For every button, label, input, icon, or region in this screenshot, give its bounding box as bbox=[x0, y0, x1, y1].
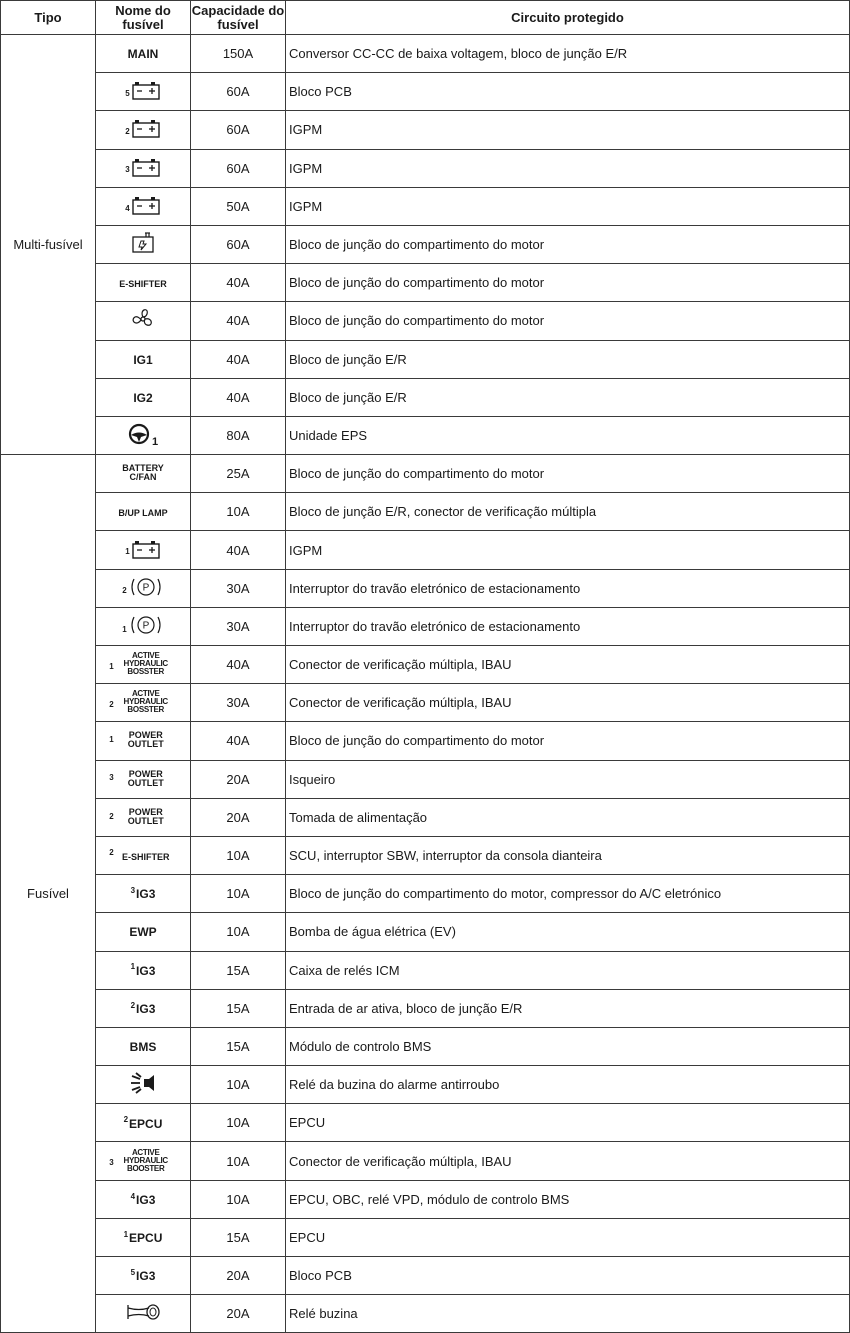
fuse-capacity: 30A bbox=[191, 569, 286, 607]
fuse-capacity: 60A bbox=[191, 225, 286, 263]
protected-circuit: Bloco de junção do compartimento do motor bbox=[286, 302, 850, 340]
fuse-capacity: 60A bbox=[191, 149, 286, 187]
fuse-name-cell bbox=[96, 1104, 191, 1142]
header-row bbox=[1, 1, 850, 35]
header-tipo: Tipo bbox=[1, 1, 96, 35]
protected-circuit: Bloco de junção E/R, conector de verificação múltipla bbox=[286, 493, 850, 531]
fuse-name-label: IG3 bbox=[136, 1269, 156, 1284]
fuse-name-cell bbox=[96, 722, 191, 760]
table-row bbox=[1, 607, 850, 645]
parking-brake-icon bbox=[128, 613, 164, 637]
fuse-capacity: 10A bbox=[191, 1142, 286, 1180]
fuse-capacity: 10A bbox=[191, 875, 286, 913]
table-row bbox=[1, 416, 850, 454]
protected-circuit: Conector de verificação múltipla, IBAU bbox=[286, 1142, 850, 1180]
fuse-capacity: 80A bbox=[191, 416, 286, 454]
protected-circuit: Bloco de junção do compartimento do motor bbox=[286, 455, 850, 493]
protected-circuit: IGPM bbox=[286, 149, 850, 187]
fuse-capacity: 50A bbox=[191, 187, 286, 225]
table-row bbox=[1, 1142, 850, 1180]
fuse-index: 1 bbox=[109, 735, 114, 745]
table-row bbox=[1, 531, 850, 569]
fuse-name-label: B/UP LAMP bbox=[118, 508, 168, 519]
protected-circuit: Conector de verificação múltipla, IBAU bbox=[286, 646, 850, 684]
table-row bbox=[1, 1104, 850, 1142]
fuse-capacity: 60A bbox=[191, 73, 286, 111]
protected-circuit: Bloco de junção do compartimento do motor, compressor do A/C eletrónico bbox=[286, 875, 850, 913]
fuse-capacity: 20A bbox=[191, 1295, 286, 1333]
table-row bbox=[1, 1027, 850, 1065]
fuse-index: 2 bbox=[122, 586, 127, 596]
protected-circuit: Bomba de água elétrica (EV) bbox=[286, 913, 850, 951]
fuse-index: 1 bbox=[122, 624, 127, 634]
fuse-name-cell bbox=[96, 73, 191, 111]
table-row bbox=[1, 722, 850, 760]
protected-circuit: Bloco de junção do compartimento do motor bbox=[286, 225, 850, 263]
battery-icon bbox=[131, 194, 161, 216]
fuse-name-label: EWP bbox=[129, 925, 157, 940]
header-circuito: Circuito protegido bbox=[286, 1, 850, 35]
header-nome: Nome do fusível bbox=[96, 1, 191, 35]
table-row bbox=[1, 73, 850, 111]
fuse-name-cell bbox=[96, 1027, 191, 1065]
fuse-name-cell bbox=[96, 35, 191, 73]
table-row bbox=[1, 798, 850, 836]
fuse-index: 3 bbox=[130, 886, 136, 896]
fuse-capacity: 40A bbox=[191, 302, 286, 340]
fuse-name-cell bbox=[96, 684, 191, 722]
fan-icon bbox=[129, 306, 157, 332]
header-capacidade: Capacidade do fusível bbox=[191, 1, 286, 35]
fuse-capacity: 40A bbox=[191, 378, 286, 416]
protected-circuit: Bloco de junção E/R bbox=[286, 340, 850, 378]
fuse-capacity: 20A bbox=[191, 798, 286, 836]
battery-icon bbox=[131, 538, 161, 560]
fuse-name-label: POWER OUTLET bbox=[127, 730, 164, 750]
protected-circuit: Bloco de junção do compartimento do motor bbox=[286, 264, 850, 302]
fuse-capacity: 20A bbox=[191, 760, 286, 798]
fuse-name-label: EPCU bbox=[129, 1116, 163, 1131]
fuse-name-label: IG3 bbox=[136, 1001, 156, 1016]
fuse-name-label: BMS bbox=[129, 1039, 157, 1054]
table-row bbox=[1, 569, 850, 607]
svg-text:P: P bbox=[142, 582, 150, 594]
table-row bbox=[1, 760, 850, 798]
fuse-name-label: IG3 bbox=[136, 1192, 156, 1207]
fuse-name-label: ACTIVE HYDRAULIC BOOSTER bbox=[123, 1147, 168, 1173]
fuse-index: 4 bbox=[125, 203, 130, 213]
protected-circuit: IGPM bbox=[286, 187, 850, 225]
protected-circuit: Isqueiro bbox=[286, 760, 850, 798]
fuse-capacity: 40A bbox=[191, 722, 286, 760]
fuse-name-cell bbox=[96, 264, 191, 302]
protected-circuit: Unidade EPS bbox=[286, 416, 850, 454]
protected-circuit: Relé buzina bbox=[286, 1295, 850, 1333]
fuse-name-cell bbox=[96, 989, 191, 1027]
steering-wheel-icon bbox=[128, 423, 150, 445]
table-row bbox=[1, 340, 850, 378]
fuse-name-cell bbox=[96, 225, 191, 263]
battery-icon bbox=[131, 79, 161, 101]
fuse-index: 1 bbox=[109, 661, 114, 671]
fuse-capacity: 15A bbox=[191, 1027, 286, 1065]
table-row bbox=[1, 951, 850, 989]
fuse-capacity: 60A bbox=[191, 111, 286, 149]
fuse-index: 5 bbox=[130, 1267, 136, 1277]
fuse-name-cell bbox=[96, 1257, 191, 1295]
fuse-name-cell bbox=[96, 875, 191, 913]
fuse-capacity: 10A bbox=[191, 1066, 286, 1104]
fuse-name-label: BATTERY C/FAN bbox=[122, 463, 164, 483]
protected-circuit: EPCU, OBC, relé VPD, módulo de controlo BMS bbox=[286, 1180, 850, 1218]
fuse-name-cell bbox=[96, 951, 191, 989]
protected-circuit: IGPM bbox=[286, 111, 850, 149]
table-row bbox=[1, 1257, 850, 1295]
fuse-name-cell bbox=[96, 149, 191, 187]
fuse-index: 2 bbox=[109, 811, 114, 821]
table-row bbox=[1, 225, 850, 263]
table-row bbox=[1, 187, 850, 225]
fuse-capacity: 30A bbox=[191, 684, 286, 722]
fuse-name-label: EPCU bbox=[129, 1231, 163, 1246]
table-row bbox=[1, 684, 850, 722]
table-row bbox=[1, 913, 850, 951]
fuse-index: 1 bbox=[125, 547, 130, 557]
fuse-name-cell bbox=[96, 569, 191, 607]
fuse-name-label: ACTIVE HYDRAULIC BOSSTER bbox=[123, 651, 168, 677]
fuse-name-cell bbox=[96, 798, 191, 836]
protected-circuit: EPCU bbox=[286, 1104, 850, 1142]
table-row bbox=[1, 1295, 850, 1333]
protected-circuit: Caixa de relés ICM bbox=[286, 951, 850, 989]
protected-circuit: Conector de verificação múltipla, IBAU bbox=[286, 684, 850, 722]
fuse-name-cell bbox=[96, 646, 191, 684]
fuse-capacity: 10A bbox=[191, 493, 286, 531]
protected-circuit: Conversor CC-CC de baixa voltagem, bloco de junção E/R bbox=[286, 35, 850, 73]
protected-circuit: Tomada de alimentação bbox=[286, 798, 850, 836]
table-row bbox=[1, 1218, 850, 1256]
fuse-name-cell bbox=[96, 913, 191, 951]
fuse-name-cell bbox=[96, 607, 191, 645]
fuse-name-label: IG2 bbox=[133, 390, 153, 405]
fuse-capacity: 20A bbox=[191, 1257, 286, 1295]
protected-circuit: EPCU bbox=[286, 1218, 850, 1256]
table-row bbox=[1, 836, 850, 874]
fuse-name-cell bbox=[96, 531, 191, 569]
protected-circuit: Entrada de ar ativa, bloco de junção E/R bbox=[286, 989, 850, 1027]
protected-circuit: SCU, interruptor SBW, interruptor da consola dianteira bbox=[286, 836, 850, 874]
fuse-capacity: 40A bbox=[191, 264, 286, 302]
protected-circuit: Relé da buzina do alarme antirroubo bbox=[286, 1066, 850, 1104]
fuse-name-cell bbox=[96, 302, 191, 340]
table-row bbox=[1, 493, 850, 531]
fuse-index: 5 bbox=[125, 88, 130, 98]
table-row bbox=[1, 989, 850, 1027]
fuse-capacity: 15A bbox=[191, 1218, 286, 1256]
fuse-name-cell bbox=[96, 1142, 191, 1180]
fuse-index: 1 bbox=[123, 1229, 129, 1239]
fuse-capacity: 150A bbox=[191, 35, 286, 73]
fuse-name-cell bbox=[96, 1295, 191, 1333]
fuse-name-label: POWER OUTLET bbox=[127, 806, 164, 826]
fuse-capacity: 10A bbox=[191, 1180, 286, 1218]
table-row bbox=[1, 875, 850, 913]
fuse-capacity: 10A bbox=[191, 836, 286, 874]
parking-brake-icon bbox=[128, 575, 164, 599]
table-row bbox=[1, 264, 850, 302]
fuse-name-label: 1 bbox=[151, 435, 159, 448]
fuse-name-cell bbox=[96, 1218, 191, 1256]
fuse-name-label: E-SHIFTER bbox=[119, 279, 167, 290]
protected-circuit: Interruptor do travão eletrónico de estacionamento bbox=[286, 569, 850, 607]
fuse-capacity: 40A bbox=[191, 340, 286, 378]
table-row bbox=[1, 378, 850, 416]
table-row bbox=[1, 1180, 850, 1218]
protected-circuit: Bloco PCB bbox=[286, 73, 850, 111]
svg-text:P: P bbox=[142, 620, 150, 632]
fuse-name-label: IG1 bbox=[133, 352, 153, 367]
fuse-name-label: MAIN bbox=[127, 47, 159, 62]
table-row bbox=[1, 149, 850, 187]
protected-circuit: Bloco de junção do compartimento do motor bbox=[286, 722, 850, 760]
fuse-index: 2 bbox=[130, 1000, 136, 1010]
battery-icon bbox=[131, 117, 161, 139]
protected-circuit: Módulo de controlo BMS bbox=[286, 1027, 850, 1065]
fuse-capacity: 25A bbox=[191, 455, 286, 493]
protected-circuit: Bloco de junção E/R bbox=[286, 378, 850, 416]
fuse-capacity: 10A bbox=[191, 1104, 286, 1142]
fuse-index: 3 bbox=[109, 773, 114, 783]
fuse-name-cell bbox=[96, 493, 191, 531]
table-row bbox=[1, 111, 850, 149]
fuse-name-cell bbox=[96, 1180, 191, 1218]
fuse-capacity: 30A bbox=[191, 607, 286, 645]
fuse-name-cell bbox=[96, 1066, 191, 1104]
fuse-capacity: 10A bbox=[191, 913, 286, 951]
fuse-index: 2 bbox=[109, 699, 114, 709]
fuse-name-cell bbox=[96, 416, 191, 454]
fuse-index: 1 bbox=[130, 962, 136, 972]
fuse-index: 4 bbox=[130, 1191, 136, 1201]
table-row bbox=[1, 302, 850, 340]
table-row bbox=[1, 35, 850, 73]
engine-heater-icon bbox=[129, 231, 157, 255]
fuse-name-label: IG3 bbox=[136, 963, 156, 978]
fuse-capacity: 40A bbox=[191, 531, 286, 569]
fuse-name-cell bbox=[96, 760, 191, 798]
group-multi-fusivel: Multi-fusível bbox=[1, 35, 96, 455]
fuse-name-cell bbox=[96, 378, 191, 416]
fuse-index: 2 bbox=[123, 1115, 129, 1125]
group-fusivel: Fusível bbox=[1, 455, 96, 1333]
fuse-name-label: POWER OUTLET bbox=[127, 768, 164, 788]
fuse-name-label: IG3 bbox=[136, 887, 156, 902]
table-row bbox=[1, 455, 850, 493]
battery-icon bbox=[131, 156, 161, 178]
protected-circuit: Interruptor do travão eletrónico de estacionamento bbox=[286, 607, 850, 645]
horn-icon bbox=[125, 1301, 161, 1323]
alarm-horn-icon bbox=[128, 1071, 158, 1095]
fuse-index: 2 bbox=[125, 127, 130, 137]
protected-circuit: Bloco PCB bbox=[286, 1257, 850, 1295]
fuse-name-cell bbox=[96, 455, 191, 493]
fuse-index: 3 bbox=[109, 1158, 114, 1168]
table-row bbox=[1, 646, 850, 684]
fuse-name-label: E-SHIFTER bbox=[121, 852, 170, 863]
fuse-name-cell bbox=[96, 340, 191, 378]
table-row bbox=[1, 1066, 850, 1104]
fuse-capacity: 15A bbox=[191, 951, 286, 989]
fuse-capacity: 40A bbox=[191, 646, 286, 684]
fuse-name-label: ACTIVE HYDRAULIC BOSSTER bbox=[123, 689, 168, 715]
fuse-name-cell bbox=[96, 836, 191, 874]
fuse-index: 2 bbox=[109, 847, 114, 857]
fuse-index: 3 bbox=[125, 165, 130, 175]
fuse-capacity: 15A bbox=[191, 989, 286, 1027]
fuse-name-cell bbox=[96, 187, 191, 225]
protected-circuit: IGPM bbox=[286, 531, 850, 569]
fuse-name-cell bbox=[96, 111, 191, 149]
